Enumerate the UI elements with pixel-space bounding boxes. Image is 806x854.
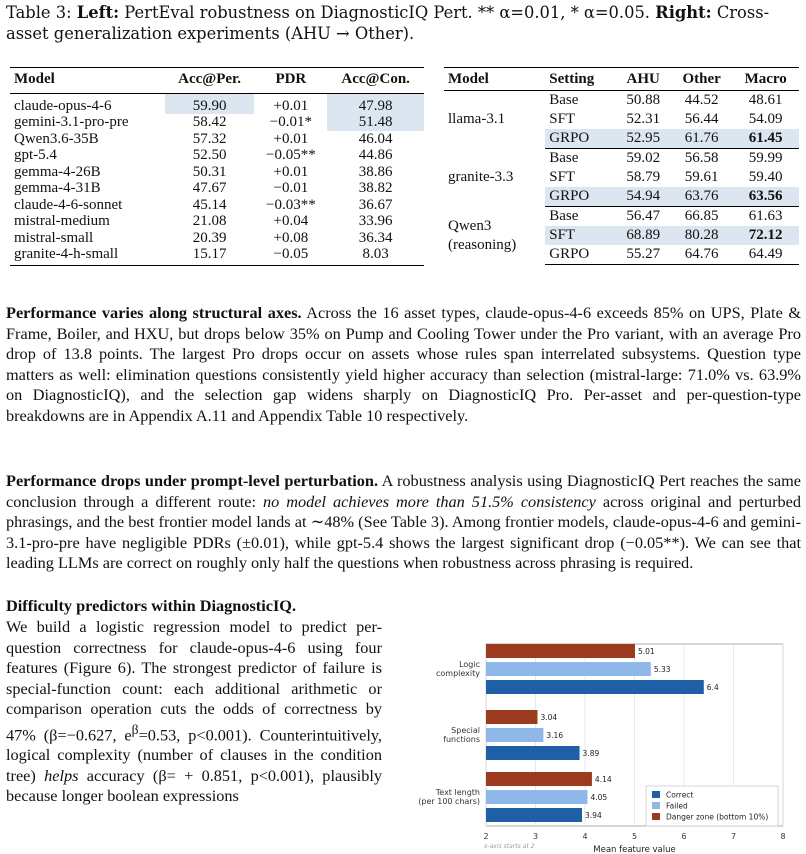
generalization-table xyxy=(444,67,799,265)
setting-cell: GRPO xyxy=(545,245,615,265)
acc-con-cell: 51.48 xyxy=(327,114,424,131)
acc-per-cell: 58.42 xyxy=(192,114,227,130)
col-acc-con: Acc@Con. xyxy=(327,68,424,94)
pdr-cell: +0.01 xyxy=(273,163,309,180)
model-cell: mistral-medium xyxy=(14,213,110,229)
model-cell: Qwen3.6-35B xyxy=(14,130,99,147)
col-acc-per: Acc@Per. xyxy=(165,68,255,94)
bar xyxy=(486,728,543,742)
col-other: Other xyxy=(671,68,732,91)
table-caption xyxy=(6,2,801,44)
pdr-cell: +0.01 xyxy=(273,130,309,147)
caption-label: Table 3: xyxy=(6,3,72,22)
macro-cell: 64.49 xyxy=(732,245,799,265)
setting-cell: GRPO xyxy=(545,187,615,207)
ahu-cell: 55.27 xyxy=(616,245,671,265)
pdr-cell: −0.01 xyxy=(273,180,309,196)
other-cell: 64.76 xyxy=(671,245,732,265)
table-row xyxy=(444,207,799,227)
col-model: Model xyxy=(10,68,165,94)
acc-per-cell: 45.14 xyxy=(192,196,227,213)
x-tick-label: 7 xyxy=(730,832,737,841)
col-pdr: PDR xyxy=(254,68,327,94)
other-cell: 63.76 xyxy=(671,187,732,207)
bar xyxy=(486,746,580,760)
ahu-cell: 56.47 xyxy=(626,208,661,224)
section-heading-difficulty: Difficulty predictors within DiagnosticIQ. xyxy=(6,596,297,615)
x-tick-label: 6 xyxy=(681,832,687,841)
model-cell: gemini-3.1-pro-pre xyxy=(14,114,129,130)
acc-per-cell: 57.32 xyxy=(192,130,227,147)
bar-value-label: 3.16 xyxy=(546,731,564,740)
legend-entry: Correct xyxy=(666,790,694,800)
other-cell: 66.85 xyxy=(684,208,719,224)
robustness-table xyxy=(10,67,424,266)
macro-cell: 59.40 xyxy=(748,169,783,185)
caption-left-text: PertEval robustness on DiagnosticIQ Pert. ** α=0.01, * α=0.05. xyxy=(119,3,656,22)
category-label: Special xyxy=(451,726,480,735)
paragraph-body: Across the 16 asset types, claude-opus-4-6 exceeds 85% on UPS, Plate & Frame, Boiler, and HXU, but drops below 35% on Pump and Cooling Tower under the Pro variant, with an average Pro drop of 13.8 points. The largest Pro drops occur on assets whose rules span interrelated subsystems. Question type matters as well: elimination questions consistently yield higher accuracy than selection (mistral-large: 71.0% vs. 63.9% on DiagnosticIQ), and the selection gap widens sharply on DiagnosticIQ Pro. Per-asset and per-question-type breakdowns are in Appendix A.11 and Appendix Table 10 respectively. xyxy=(6,303,801,425)
setting-cell: GRPO xyxy=(545,129,615,149)
paragraph-heading: Performance varies along structural axes. xyxy=(6,303,302,322)
ahu-cell: 52.95 xyxy=(616,129,671,149)
legend-entry: Failed xyxy=(666,801,688,811)
paragraph-superscript: β xyxy=(131,721,139,737)
macro-cell: 54.09 xyxy=(748,111,783,127)
other-cell: 61.76 xyxy=(671,129,732,149)
macro-cell: 72.12 xyxy=(732,226,799,245)
macro-cell: 63.56 xyxy=(732,187,799,207)
other-cell: 80.28 xyxy=(671,226,732,245)
acc-per-cell: 52.50 xyxy=(192,147,227,163)
table-row xyxy=(10,180,424,197)
table-row xyxy=(10,114,424,131)
bar xyxy=(486,680,704,694)
bar xyxy=(486,644,635,658)
acc-con-cell: 44.86 xyxy=(358,147,393,163)
col-model: Model xyxy=(444,68,545,91)
col-macro: Macro xyxy=(732,68,799,91)
group-model-subtitle: (reasoning) xyxy=(448,236,517,253)
x-tick-label: 8 xyxy=(780,832,786,841)
table-row xyxy=(10,246,424,265)
ahu-cell: 52.31 xyxy=(626,111,661,127)
col-ahu: AHU xyxy=(616,68,671,91)
col-setting: Setting xyxy=(545,68,615,91)
table-row xyxy=(10,164,424,181)
x-tick-label: 2 xyxy=(483,832,489,841)
x-tick-label: 3 xyxy=(532,832,539,841)
table-row xyxy=(444,149,799,169)
caption-right-label: Right: xyxy=(655,3,712,22)
acc-con-cell: 36.34 xyxy=(358,229,393,246)
bar-value-label: 4.14 xyxy=(594,775,612,784)
table-row xyxy=(10,197,424,214)
category-label: functions xyxy=(443,735,480,744)
acc-con-cell: 33.96 xyxy=(358,213,393,229)
paragraph-body: A robustness analysis using DiagnosticIQ Pert reaches the same conclusion through a different route: xyxy=(6,471,801,511)
ahu-cell: 50.88 xyxy=(626,92,661,108)
paragraph-body: =0.53, p<0.001). Counterintuitively, logical complexity (number of clauses in the condition tree) xyxy=(6,724,383,785)
bar-value-label: 4.05 xyxy=(590,793,608,802)
other-cell: 44.52 xyxy=(684,92,719,108)
pdr-cell: −0.05 xyxy=(254,246,327,265)
bar-value-label: 6.4 xyxy=(706,683,719,692)
pdr-cell: −0.01* xyxy=(269,114,312,130)
group-model-name: granite-3.3 xyxy=(448,169,514,185)
setting-cell: Base xyxy=(549,92,579,108)
paragraph-emphasis: no model achieves more than 51.5% consistency xyxy=(263,491,596,511)
table-row xyxy=(444,91,799,111)
pdr-cell: −0.05** xyxy=(266,147,316,163)
model-cell: mistral-small xyxy=(14,229,94,246)
setting-cell: SFT xyxy=(549,169,576,185)
pdr-cell: −0.03** xyxy=(266,196,316,213)
paragraph-body: We build a logistic regression model to predict per-question correctness for claude-opus-4-6 using four features (Figure 6). The strongest predictor of failure is special-function count: each additional arithmetic or comparison operation cuts the odds of correctness by 47% (β=−0.627, e xyxy=(6,617,382,744)
category-label: (per 100 chars) xyxy=(418,797,480,806)
acc-con-cell: 8.03 xyxy=(327,246,424,265)
table-row xyxy=(10,230,424,247)
group-model-name: llama-3.1 xyxy=(448,111,506,128)
acc-con-cell: 46.04 xyxy=(358,130,393,147)
bar-value-label: 3.04 xyxy=(540,713,558,722)
macro-cell: 61.63 xyxy=(748,208,783,224)
acc-con-cell: 38.86 xyxy=(358,163,393,180)
x-axis-note: x-axis starts at 2 xyxy=(484,843,535,850)
other-cell: 56.44 xyxy=(684,111,719,127)
table-row xyxy=(10,147,424,164)
table-row xyxy=(10,213,424,230)
bar xyxy=(486,808,582,822)
legend-swatch xyxy=(652,791,660,798)
paragraph-structural-axes xyxy=(6,303,801,427)
table-row xyxy=(10,131,424,148)
group-model-name: Qwen3 xyxy=(448,217,492,234)
paragraph-emphasis: helps xyxy=(44,765,79,785)
group-model-cell xyxy=(444,207,545,265)
acc-con-cell: 38.82 xyxy=(358,180,393,196)
x-axis-label: Mean feature value xyxy=(593,845,676,854)
caption-left-label: Left: xyxy=(76,3,120,22)
acc-per-cell: 50.31 xyxy=(192,163,227,180)
model-cell: gemma-4-26B xyxy=(14,163,101,180)
ahu-cell: 54.94 xyxy=(616,187,671,207)
bar xyxy=(486,790,587,804)
model-cell: gpt-5.4 xyxy=(14,147,57,163)
paragraph-heading: Performance drops under prompt-level perturbation. xyxy=(6,471,379,490)
setting-cell: SFT xyxy=(545,226,615,245)
macro-cell: 61.45 xyxy=(732,129,799,149)
bar-value-label: 3.89 xyxy=(582,749,600,758)
bar-value-label: 5.01 xyxy=(637,647,655,656)
bar xyxy=(486,710,537,724)
setting-cell: Base xyxy=(549,150,579,166)
other-cell: 59.61 xyxy=(684,169,719,185)
pdr-cell: +0.04 xyxy=(273,213,309,229)
bar-value-label: 5.33 xyxy=(653,665,671,674)
legend-entry: Danger zone (bottom 10%) xyxy=(666,812,769,822)
acc-per-cell: 59.90 xyxy=(165,93,255,114)
acc-per-cell: 20.39 xyxy=(192,229,227,246)
model-cell: claude-4-6-sonnet xyxy=(14,196,123,213)
category-label: Text length xyxy=(435,788,480,797)
acc-con-cell: 47.98 xyxy=(327,93,424,114)
acc-per-cell: 21.08 xyxy=(192,213,227,229)
bar xyxy=(486,662,651,676)
pdr-cell: +0.08 xyxy=(273,229,309,246)
ahu-cell: 68.89 xyxy=(616,226,671,245)
model-cell: gemma-4-31B xyxy=(14,180,101,196)
category-label: Logic xyxy=(459,660,480,669)
ahu-cell: 59.02 xyxy=(626,150,661,166)
paragraph-body: accuracy (β= + 0.851, p<0.001), plausibly because longer boolean expressions xyxy=(6,765,382,806)
setting-cell: Base xyxy=(549,208,579,224)
group-model-cell xyxy=(444,149,545,207)
group-model-cell xyxy=(444,91,545,149)
model-cell: granite-4-h-small xyxy=(10,246,165,265)
caption-right-text: Cross-asset generalization experiments (AHU → Other). xyxy=(6,3,770,43)
ahu-cell: 58.79 xyxy=(626,169,661,185)
acc-per-cell: 15.17 xyxy=(165,246,255,265)
paragraph-difficulty xyxy=(6,617,382,807)
legend-swatch xyxy=(652,802,660,809)
macro-cell: 59.99 xyxy=(748,150,783,166)
acc-con-cell: 36.67 xyxy=(358,196,393,213)
table-row xyxy=(10,93,424,114)
bar-value-label: 3.94 xyxy=(585,811,602,820)
feature-bar-chart xyxy=(400,640,800,854)
legend-swatch xyxy=(652,813,660,820)
bar xyxy=(486,772,592,786)
category-label: complexity xyxy=(436,669,480,678)
macro-cell: 48.61 xyxy=(748,92,783,108)
setting-cell: SFT xyxy=(549,111,576,127)
paragraph-body: across original and perturbed phrasings, and the best frontier model lands at ∼48% (See Table 3). Among frontier models, claude-opus-4-6 and gemini-3.1-pro-pre have negligible PDRs (±0.01), while gpt-5.4 shows the largest significant drop (−0.05**). We can see that leading LLMs are correct on roughly only half the questions when robustness across phrasing is required. xyxy=(6,491,802,573)
pdr-cell: +0.01 xyxy=(273,97,309,114)
x-tick-label: 5 xyxy=(631,832,638,841)
acc-per-cell: 47.67 xyxy=(192,180,227,196)
model-cell: claude-opus-4-6 xyxy=(14,97,112,114)
x-tick-label: 4 xyxy=(582,832,588,841)
paragraph-perturbation xyxy=(6,471,801,574)
other-cell: 56.58 xyxy=(684,150,719,166)
